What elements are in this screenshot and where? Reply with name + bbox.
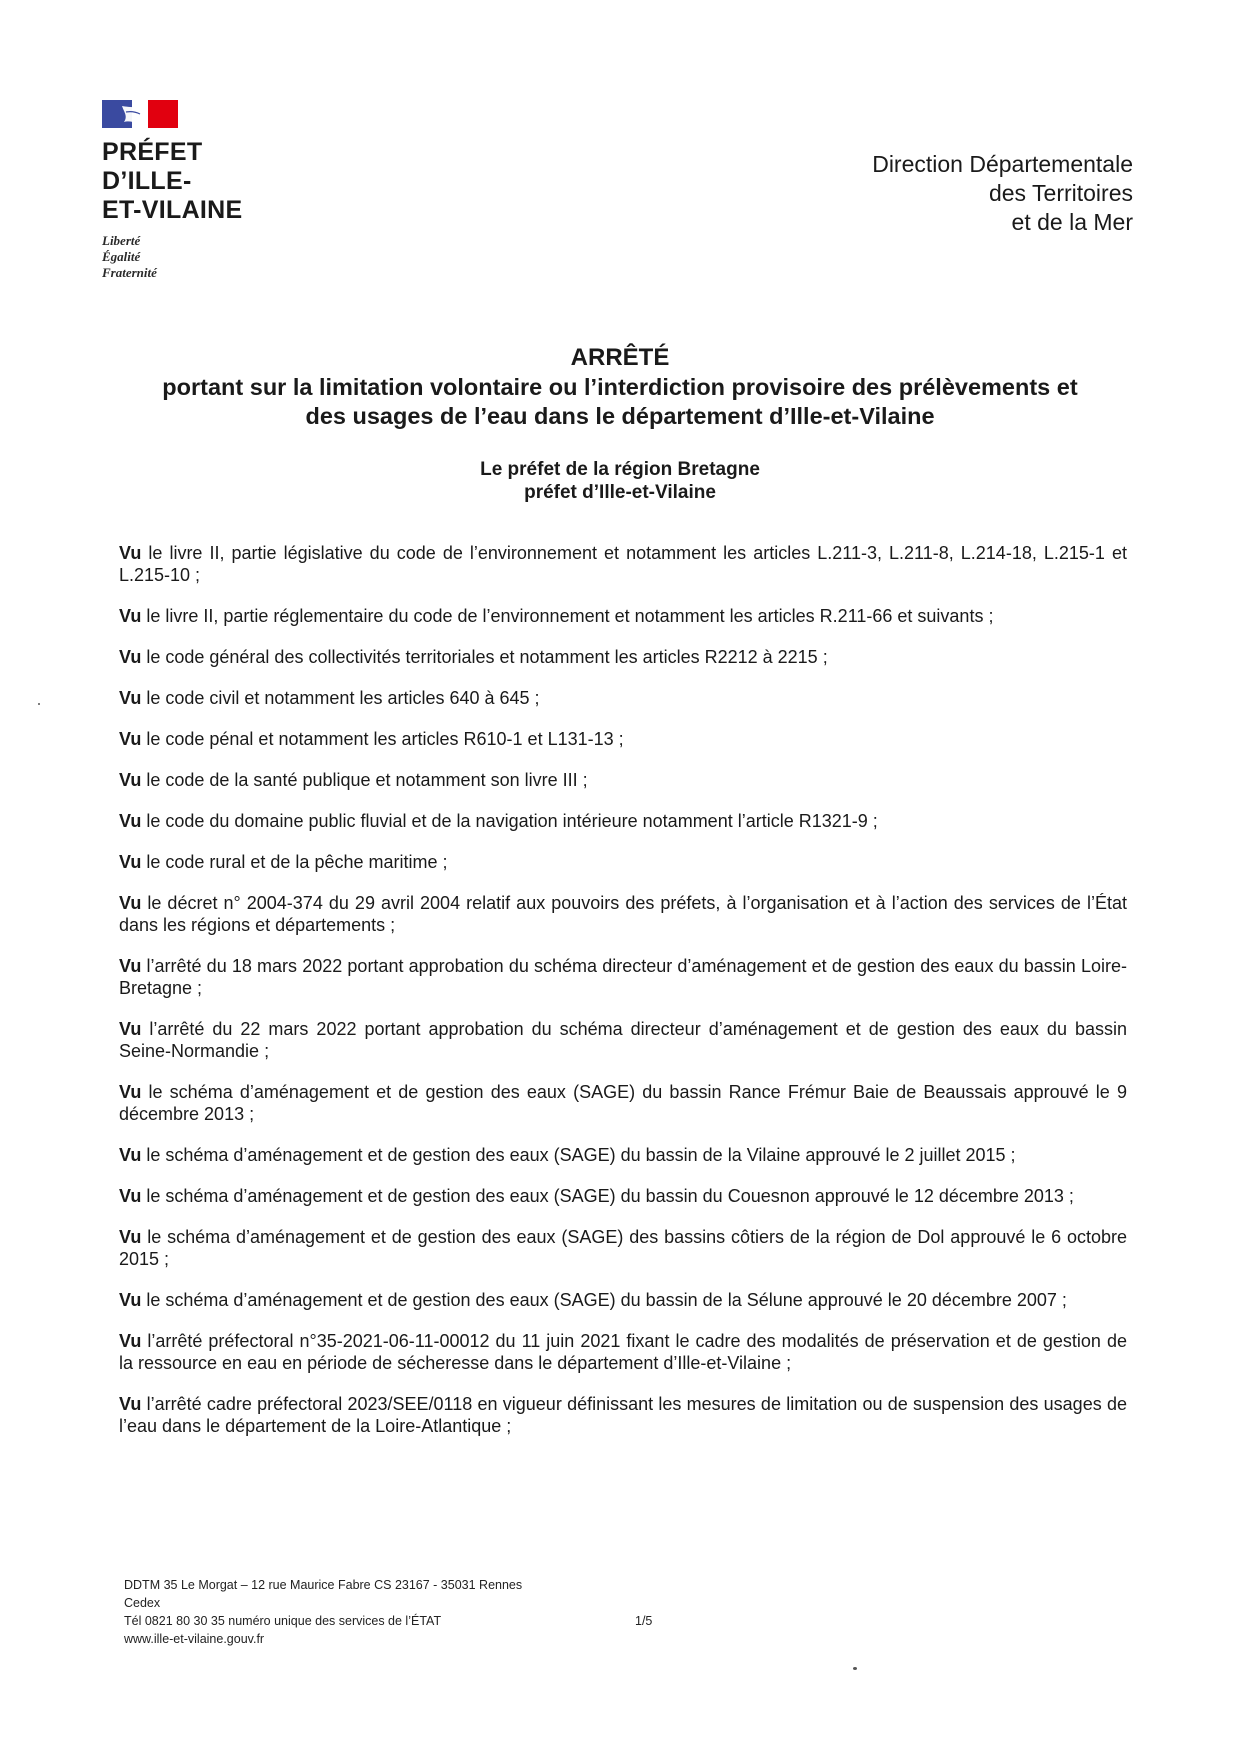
vu-keyword: Vu bbox=[119, 688, 142, 708]
scan-speck bbox=[853, 1667, 857, 1670]
service-line-3: et de la Mer bbox=[1011, 209, 1133, 235]
vu-text: le livre II, partie législative du code de l’environnement et notamment les articles L.211-3, L.211-8, L.214-18, L.215-1 et L.215-10 ; bbox=[119, 543, 1127, 585]
logo-line-1: PRÉFET bbox=[102, 138, 203, 166]
issuing-authority bbox=[110, 458, 1130, 504]
vu-keyword: Vu bbox=[119, 956, 142, 976]
title-line-1: portant sur la limitation volontaire ou l’interdiction provisoire des prélèvements et bbox=[162, 374, 1078, 400]
vu-keyword: Vu bbox=[119, 606, 142, 626]
vu-keyword: Vu bbox=[119, 1331, 142, 1351]
vu-keyword: Vu bbox=[119, 1019, 142, 1039]
vu-keyword: Vu bbox=[119, 1186, 142, 1206]
logo-line-3: ET-VILAINE bbox=[102, 196, 243, 224]
issuing-service bbox=[872, 150, 1133, 237]
document-title bbox=[110, 343, 1130, 431]
vu-paragraph bbox=[119, 851, 1127, 873]
vu-text: le schéma d’aménagement et de gestion des eaux (SAGE) du bassin de la Sélune approuvé le 20 décembre 2007 ; bbox=[141, 1290, 1067, 1310]
footer-address-cont: Cedex bbox=[124, 1596, 161, 1610]
motto-egalite: Égalité bbox=[102, 249, 141, 264]
vu-text: le schéma d’aménagement et de gestion des eaux (SAGE) du bassin du Couesnon approuvé le 12 décembre 2013 ; bbox=[141, 1186, 1074, 1206]
vu-paragraph bbox=[119, 605, 1127, 627]
vu-keyword: Vu bbox=[119, 647, 142, 667]
vu-paragraph bbox=[119, 1393, 1127, 1437]
vu-keyword: Vu bbox=[119, 543, 142, 563]
vu-paragraph bbox=[119, 810, 1127, 832]
vu-keyword: Vu bbox=[119, 1145, 142, 1165]
vu-paragraph bbox=[119, 1144, 1127, 1166]
vu-paragraph bbox=[119, 892, 1127, 936]
vu-paragraph bbox=[119, 1289, 1127, 1311]
logo-line-2: D’ILLE- bbox=[102, 167, 192, 195]
legal-basis-list bbox=[119, 542, 1127, 1456]
vu-text: l’arrêté du 22 mars 2022 portant approbation du schéma directeur d’aménagement et de gestion des eaux du bassin Seine-Normandie ; bbox=[119, 1019, 1127, 1061]
vu-text: le code du domaine public fluvial et de la navigation intérieure notamment l’article R1321-9 ; bbox=[141, 811, 878, 831]
prefect-title bbox=[102, 138, 302, 225]
vu-text: le code rural et de la pêche maritime ; bbox=[141, 852, 448, 872]
scan-speck bbox=[38, 703, 40, 705]
vu-text: le code pénal et notamment les articles R610-1 et L131-13 ; bbox=[141, 729, 624, 749]
footer-website: www.ille-et-vilaine.gouv.fr bbox=[124, 1632, 265, 1646]
vu-keyword: Vu bbox=[119, 729, 142, 749]
vu-text: le décret n° 2004-374 du 29 avril 2004 relatif aux pouvoirs des préfets, à l’organisation et à l’action des services de l’État dans les régions et départements ; bbox=[119, 893, 1127, 935]
vu-text: le schéma d’aménagement et de gestion des eaux (SAGE) du bassin Rance Frémur Baie de Beaussais approuvé le 9 décembre 2013 ; bbox=[119, 1082, 1127, 1124]
vu-paragraph bbox=[119, 687, 1127, 709]
vu-paragraph bbox=[119, 1226, 1127, 1270]
vu-text: l’arrêté cadre préfectoral 2023/SEE/0118 en vigueur définissant les mesures de limitation ou de suspension des usages de l’eau dans le département de la Loire-Atlantique ; bbox=[119, 1394, 1127, 1436]
vu-paragraph bbox=[119, 769, 1127, 791]
vu-paragraph bbox=[119, 1081, 1127, 1125]
motto-fraternite: Fraternité bbox=[102, 265, 157, 280]
vu-keyword: Vu bbox=[119, 1227, 142, 1247]
prefecture-logo bbox=[102, 100, 302, 281]
motto-liberte: Liberté bbox=[102, 233, 141, 248]
vu-keyword: Vu bbox=[119, 1290, 142, 1310]
vu-paragraph bbox=[119, 646, 1127, 668]
footer-contact bbox=[124, 1576, 724, 1648]
vu-paragraph bbox=[119, 1018, 1127, 1062]
vu-keyword: Vu bbox=[119, 852, 142, 872]
vu-keyword: Vu bbox=[119, 893, 142, 913]
vu-text: le code général des collectivités territoriales et notamment les articles R2212 à 2215 ; bbox=[141, 647, 828, 667]
vu-text: l’arrêté préfectoral n°35-2021-06-11-00012 du 11 juin 2021 fixant le cadre des modalités de préservation et de gestion de la ressource en eau en période de sécheresse dans le département d’Ille-et-Vilaine ; bbox=[119, 1331, 1127, 1373]
footer-address: DDTM 35 Le Morgat – 12 rue Maurice Fabre CS 23167 - 35031 Rennes bbox=[124, 1578, 523, 1592]
vu-text: l’arrêté du 18 mars 2022 portant approbation du schéma directeur d’aménagement et de gestion des eaux du bassin Loire-Bretagne ; bbox=[119, 956, 1127, 998]
vu-paragraph bbox=[119, 728, 1127, 750]
page-number: 1/5 bbox=[635, 1614, 653, 1628]
vu-text: le code de la santé publique et notamment son livre III ; bbox=[141, 770, 588, 790]
vu-keyword: Vu bbox=[119, 770, 142, 790]
vu-keyword: Vu bbox=[119, 1082, 142, 1102]
republic-motto bbox=[102, 233, 302, 281]
marianne-flag-icon bbox=[102, 100, 178, 128]
vu-paragraph bbox=[119, 955, 1127, 999]
vu-keyword: Vu bbox=[119, 1394, 142, 1414]
vu-paragraph bbox=[119, 1185, 1127, 1207]
vu-text: le schéma d’aménagement et de gestion des eaux (SAGE) des bassins côtiers de la région de Dol approuvé le 6 octobre 2015 ; bbox=[119, 1227, 1127, 1269]
title-arrete: ARRÊTÉ bbox=[570, 344, 670, 371]
service-line-2: des Territoires bbox=[988, 180, 1133, 206]
service-line-1: Direction Départementale bbox=[872, 151, 1133, 177]
vu-paragraph bbox=[119, 1330, 1127, 1374]
vu-keyword: Vu bbox=[119, 811, 142, 831]
vu-paragraph bbox=[119, 542, 1127, 586]
authority-line-1: Le préfet de la région Bretagne bbox=[480, 459, 760, 480]
footer-phone: Tél 0821 80 30 35 numéro unique des services de l’ÉTAT bbox=[124, 1614, 442, 1628]
title-line-2: des usages de l’eau dans le département d’Ille-et-Vilaine bbox=[305, 403, 935, 429]
vu-text: le livre II, partie réglementaire du code de l’environnement et notamment les articles R.211-66 et suivants ; bbox=[141, 606, 994, 626]
vu-text: le schéma d’aménagement et de gestion des eaux (SAGE) du bassin de la Vilaine approuvé le 2 juillet 2015 ; bbox=[141, 1145, 1016, 1165]
authority-line-2: préfet d’Ille-et-Vilaine bbox=[524, 482, 716, 503]
vu-text: le code civil et notamment les articles 640 à 645 ; bbox=[141, 688, 540, 708]
